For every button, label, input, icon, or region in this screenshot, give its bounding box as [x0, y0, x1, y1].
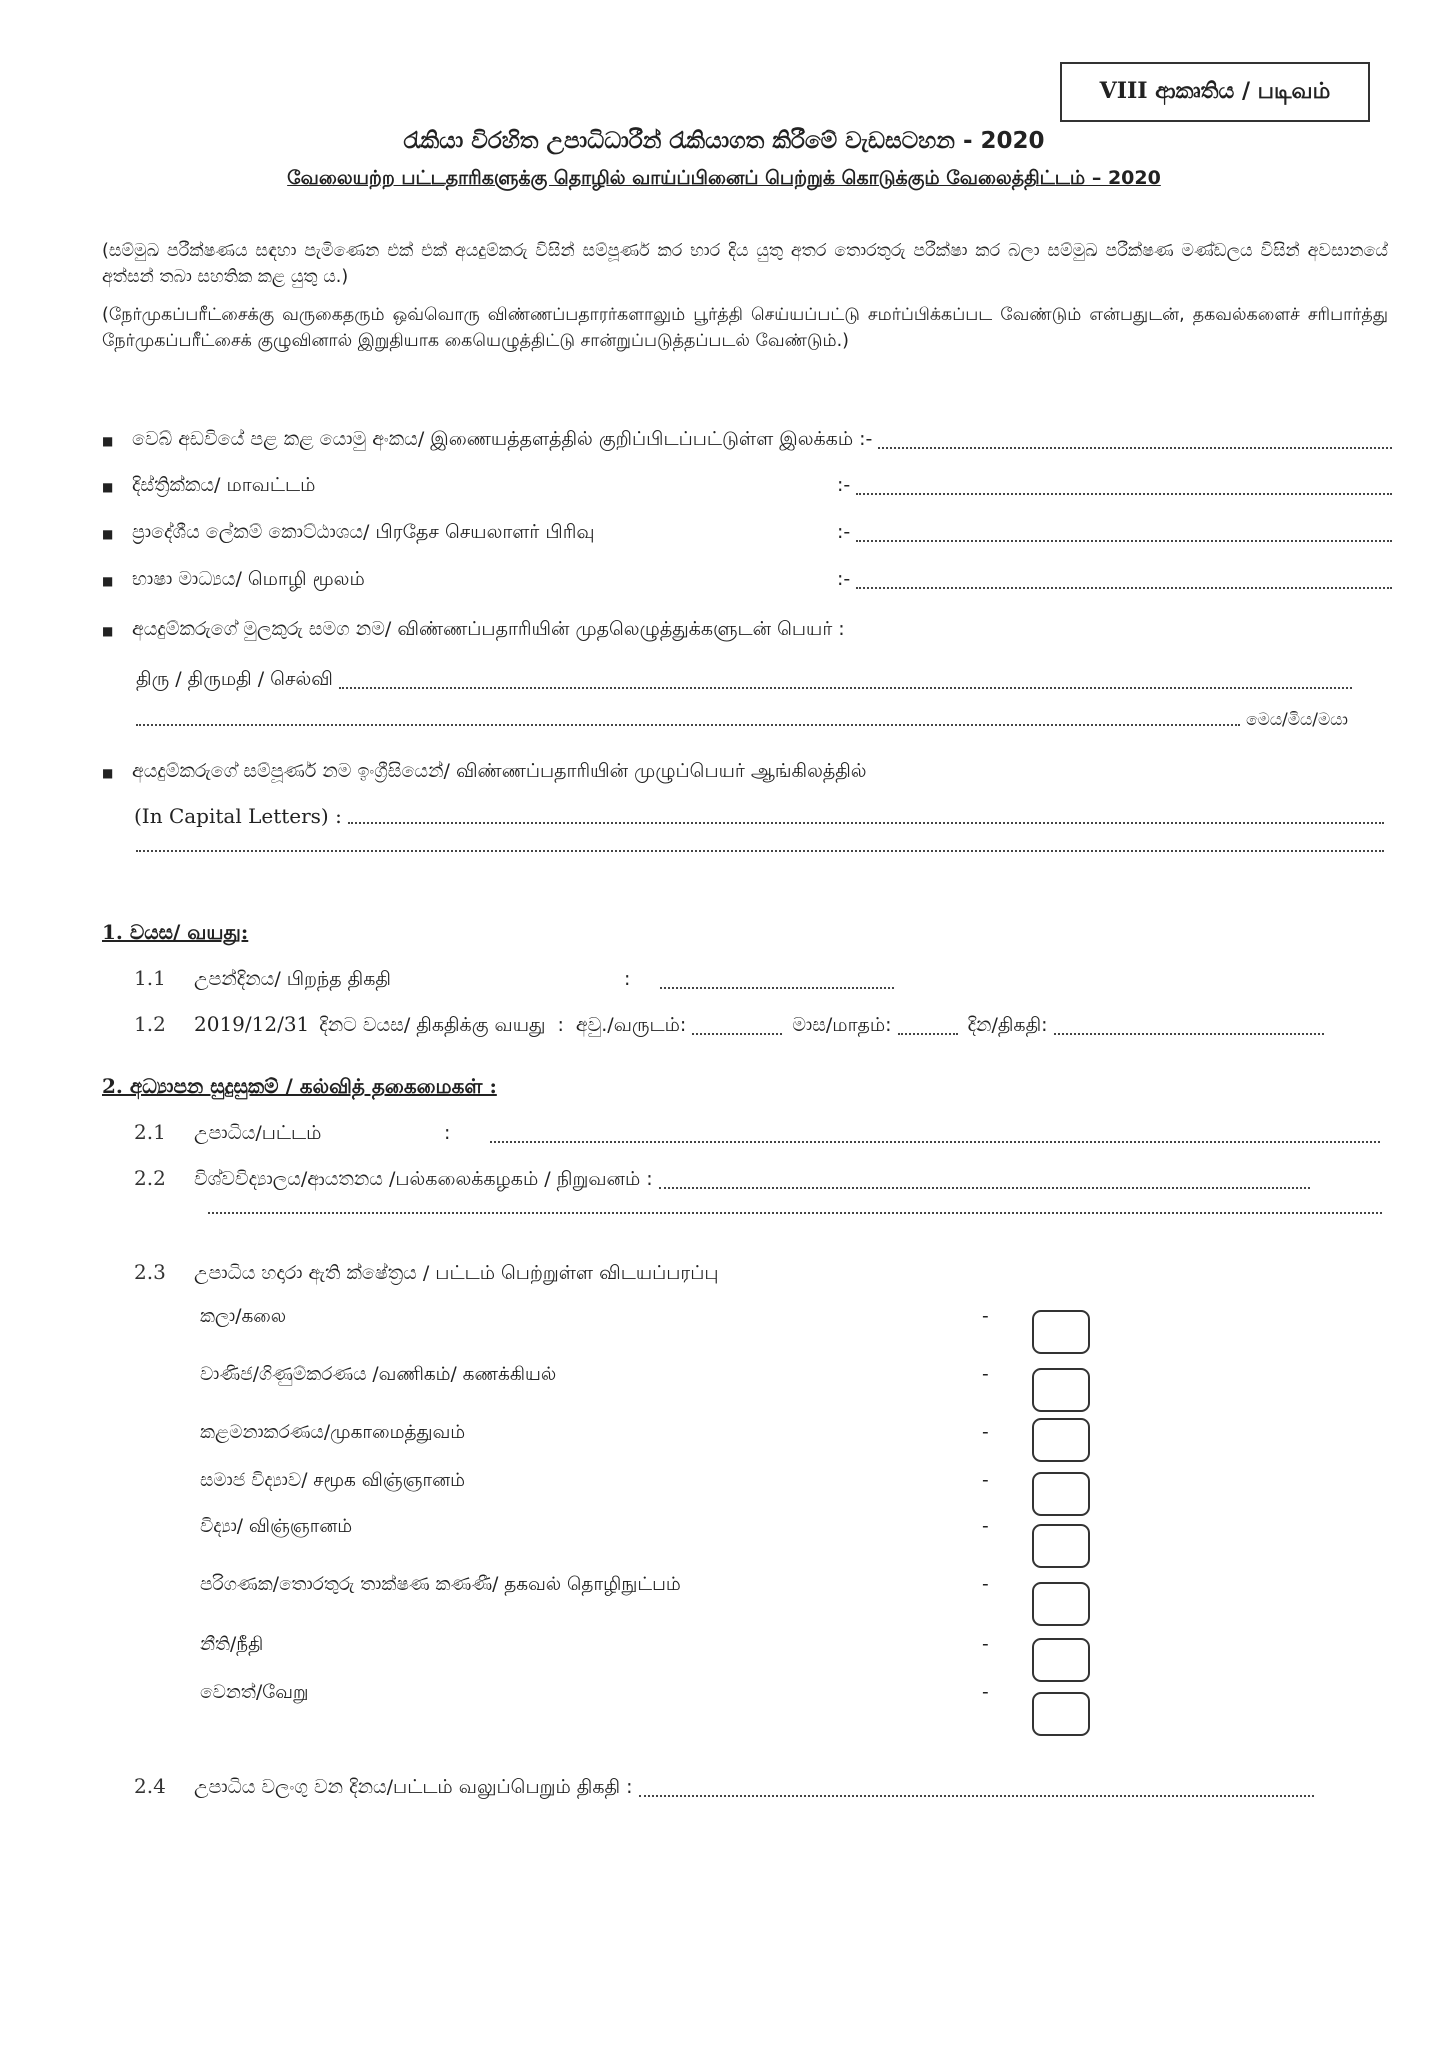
dash: -	[982, 1306, 989, 1327]
ds-division-label: ප්‍රාදේශීය ලේකම් කොට්ඨාශය/ பிரதேச செயலாளர் பிரிவு	[132, 521, 595, 543]
section-2-heading: 2. අධ්‍යාපන සුදුසුකම් / கல்வித் தகைமைகள் :	[102, 1074, 497, 1098]
effective-date-input[interactable]	[639, 1795, 1314, 1797]
full-name-line-1[interactable]	[134, 804, 1384, 828]
age-label: දිනට වයස/ திகதிக்கு வயது	[319, 1014, 546, 1036]
university-input-1[interactable]	[659, 1187, 1310, 1189]
full-name-input-1[interactable]	[348, 822, 1384, 824]
checkbox-commerce[interactable]	[1032, 1368, 1090, 1412]
checkbox-arts[interactable]	[1032, 1310, 1090, 1354]
birth-date-field[interactable]	[134, 966, 894, 993]
district-label: දිස්ත්‍රික්කය/ மாவட்டம்	[132, 474, 316, 496]
full-name-input-2[interactable]	[136, 850, 1384, 852]
title-prefix: திரு / திருமதி / செல்வி	[136, 668, 333, 690]
option-label: සමාජ විද්‍යාව/ சமூக விஞ்ஞானம்	[200, 1470, 466, 1491]
separator: :	[557, 1014, 564, 1036]
checkbox-social-science[interactable]	[1032, 1472, 1090, 1516]
form-title-sinhala: රැකියා විරහිත උපාධිධාරීන් රැකියාගත කිරීමේ වැඩසටහන - 2020	[403, 128, 1045, 154]
field-option-social-science	[200, 1470, 1100, 1500]
form-number-tag: VIII ආකෘතිය / படிவம்	[1060, 62, 1370, 122]
reference-input-line[interactable]	[878, 447, 1392, 449]
birth-date-input[interactable]	[660, 987, 894, 989]
bullet-icon: ■	[102, 480, 114, 494]
months-input[interactable]	[898, 1033, 958, 1035]
name-initials-input-1[interactable]	[339, 687, 1352, 689]
name-initials-input-2[interactable]	[136, 724, 1240, 726]
dash: -	[982, 1516, 989, 1537]
name-with-initials-field	[102, 618, 1392, 643]
full-name-field	[102, 760, 1392, 785]
full-name-line-2[interactable]	[136, 850, 1384, 856]
full-name-label: අයදුම්කරුගේ සම්පූර්ණ නම ඉංග්‍රීසියෙන්/ விண்ணப்பதாரியின் முழுப்பெயர் ஆங்கிலத்தில்	[132, 760, 867, 782]
bullet-icon: ■	[102, 434, 114, 448]
checkbox-other[interactable]	[1032, 1692, 1090, 1736]
medium-label: භාෂා මාධ්‍යය/ மொழி மூலம்	[132, 568, 365, 590]
capital-letters-label: (In Capital Letters) :	[134, 804, 342, 828]
years-input[interactable]	[692, 1033, 782, 1035]
degree-field[interactable]	[134, 1120, 1380, 1147]
section-1-heading: 1. වයස/ வயது:	[102, 920, 249, 944]
field-option-science	[200, 1516, 1100, 1546]
field-option-arts	[200, 1306, 1100, 1336]
university-field[interactable]	[134, 1166, 1310, 1193]
bullet-icon: ■	[102, 766, 114, 780]
item-number: 2.1	[134, 1120, 166, 1144]
degree-effective-date-field[interactable]	[134, 1774, 1314, 1801]
district-field[interactable]	[102, 474, 1392, 499]
name-initials-line-2[interactable]	[136, 710, 1348, 730]
years-label: අවු./வருடம்:	[575, 1014, 687, 1036]
name-initials-line-1[interactable]	[136, 668, 1352, 693]
option-label: කලා/கலை	[200, 1306, 287, 1327]
item-number: 2.2	[134, 1166, 166, 1190]
separator: :	[624, 968, 631, 990]
days-input[interactable]	[1054, 1033, 1324, 1035]
reference-label: වෙබ් අඩවියේ පළ කළ යොමු අංකය/ இணையத்தளத்தில் குறிப்பிடப்பட்டுள்ள இலக்கம் :-	[132, 428, 873, 450]
item-number: 1.1	[134, 966, 166, 990]
age-reference-date: 2019/12/31	[194, 1012, 310, 1036]
age-field[interactable]	[134, 1012, 1324, 1039]
district-input-line[interactable]	[856, 493, 1392, 495]
option-label: වාණිජ/ගිණුම්කරණය /வணிகம்/ கணக்கியல்	[200, 1364, 557, 1385]
field-option-it	[200, 1574, 1100, 1604]
university-line-2[interactable]	[208, 1212, 1382, 1218]
dash: -	[982, 1682, 989, 1703]
university-input-2[interactable]	[208, 1212, 1382, 1214]
gender-suffix: මෙය/මිය/මයා	[1246, 710, 1348, 730]
field-of-study-row	[134, 1260, 1134, 1287]
bullet-icon: ■	[102, 527, 114, 541]
option-label: කළමනාකරණය/முகாமைத்துவம்	[200, 1422, 466, 1443]
instructions-sinhala: (සම්මුඛ පරීක්ෂණය සඳහා පැමිණෙන එක් එක් අයදුම්කරු විසින් සම්පූර්ණ කර භාර දිය යුතු අතර තොරතුරු පරීක්ෂා කර බලා සම්මුඛ පරීක්ෂණ මණ්ඩලය විසින් අවසානයේ අත්සන් තබා සහතික කළ යුතු ය.)	[102, 241, 1388, 287]
field-option-management	[200, 1422, 1100, 1452]
ds-division-field[interactable]	[102, 521, 1392, 546]
field-of-study-label: උපාධිය හදාරා ඇති ක්ෂේත්‍රය / பட்டம் பெற்றுள்ள விடயப்பரப்பு	[194, 1262, 719, 1284]
option-label: පරිගණක/තොරතුරු තාක්ෂණ කණණී/ தகவல் தொழிநுட்பம்	[200, 1574, 681, 1595]
dash: -	[982, 1422, 989, 1443]
field-option-commerce	[200, 1364, 1100, 1394]
birth-date-label: උපන්දිනය/ பிறந்த திகதி	[194, 968, 391, 990]
degree-label: උපාධිය/பட்டம்	[194, 1122, 322, 1144]
option-label: විද්‍යා/ விஞ்ஞானம்	[200, 1516, 353, 1537]
field-option-other	[200, 1682, 1100, 1712]
name-initials-label: අයදුම්කරුගේ මුලකුරු සමග නම/ விண்ணப்பதாரியின் முதலெழுத்துக்களுடன் பெயர் :	[132, 618, 845, 640]
checkbox-it[interactable]	[1032, 1582, 1090, 1626]
days-label: දින/திகதி:	[967, 1014, 1048, 1036]
instructions-tamil: (நேர்முகப்பரீட்சைக்கு வருகைதரும் ஒவ்வொரு விண்ணப்பதாரர்களாலும் பூர்த்தி செய்யப்பட்டு சமர்ப்பிக்கப்பட வேண்டும் என்பதுடன், தகவல்களைச் சரிபார்த்து நேர்முகப்பரீட்சைக் குழுவினால் இறுதியாக கையெழுத்திட்டு சான்றுப்படுத்தப்படல் வேண்டும்.)	[102, 305, 1388, 351]
checkbox-law[interactable]	[1032, 1638, 1090, 1682]
checkbox-management[interactable]	[1032, 1418, 1090, 1462]
field-option-law	[200, 1634, 1100, 1664]
item-number: 2.4	[134, 1774, 166, 1798]
university-label: විශ්වවිද්‍යාලය/ආයතනය /பல்கலைக்கழகம் / நிறுவனம் :	[194, 1168, 653, 1190]
item-number: 2.3	[134, 1260, 166, 1284]
dash: -	[982, 1364, 989, 1385]
bullet-icon: ■	[102, 624, 114, 638]
item-number: 1.2	[134, 1012, 166, 1036]
form-title-tamil: வேலையற்ற பட்டதாரிகளுக்கு தொழில் வாய்ப்பினைப் பெற்றுக் கொடுக்கும் வேலைத்திட்டம் – 2020	[287, 167, 1161, 189]
reference-number-field[interactable]	[102, 428, 1392, 453]
option-label: වෙනත්/வேறு	[200, 1682, 309, 1703]
separator: :-	[837, 521, 851, 543]
dash: -	[982, 1634, 989, 1655]
separator: :-	[837, 568, 851, 590]
checkbox-science[interactable]	[1032, 1524, 1090, 1568]
effective-date-label: උපාධිය වලංගු වන දිනය/பட்டம் வலுப்பெறும் திகதி :	[194, 1776, 633, 1798]
ds-division-input-line[interactable]	[856, 540, 1392, 542]
degree-input[interactable]	[490, 1141, 1380, 1143]
separator: :-	[837, 474, 851, 496]
months-label: මාස/மாதம்:	[792, 1014, 892, 1036]
option-label: නීති/நீதி	[200, 1634, 264, 1655]
bullet-icon: ■	[102, 574, 114, 588]
medium-field[interactable]	[102, 568, 1392, 593]
medium-input-line[interactable]	[856, 587, 1392, 589]
dash: -	[982, 1574, 989, 1595]
separator: :	[444, 1122, 451, 1144]
dash: -	[982, 1470, 989, 1491]
